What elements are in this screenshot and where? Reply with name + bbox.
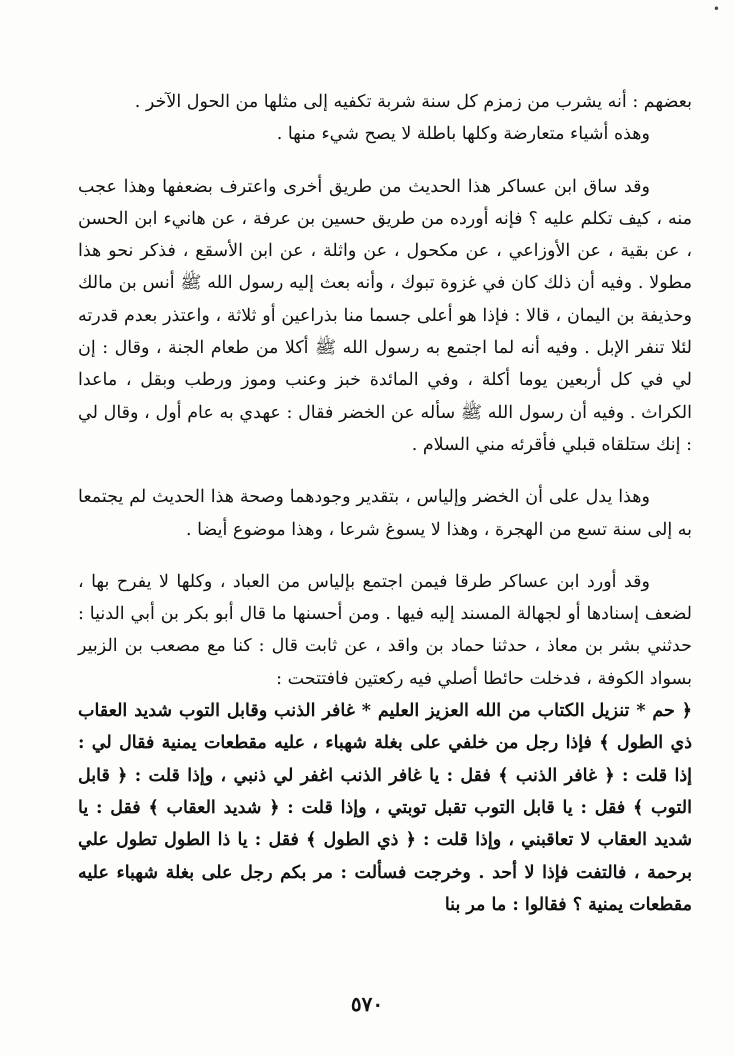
- paragraph-5: وقد أورد ابن عساكر طرقا فيمن اجتمع بإلياس من العباد ، وكلها لا يفرح بها ، لضعف إسنادها أو لجهالة المسند إليه فيها . ومن أحسنها ما قال أبو بكر بن أبي الدنيا : حدثني بشر بن معاذ ، حدثنا حماد بن واقد ، عن ثابت قال : كنا مع مصعب بن الزبير بسواد الكوفة ، فدخلت حائطا أصلي فيه ركعتين فافتتحت :: [78, 571, 692, 689]
- paragraph-1: بعضهم : أنه يشرب من زمزم كل سنة شربة تكفيه إلى مثلها من الحول الآخر .: [134, 92, 692, 112]
- page-body: [78, 86, 692, 921]
- paragraph-4: وهذا يدل على أن الخضر وإلياس ، بتقدير وجودهما وصحة هذا الحديث لم يجتمعا به إلى سنة تسع من الهجرة ، وهذا لا يسوغ شرعا ، وهذا موضوع أيضا .: [78, 487, 692, 540]
- paragraph-3: وقد ساق ابن عساكر هذا الحديث من طريق أخرى واعترف بضعفها وهذا عجب منه ، كيف تكلم عليه ؟ فإنه أورده من طريق حسين بن عرفة ، عن هانيء ابن الحسن ، عن بقية ، عن الأوزاعي ، عن مكحول ، عن واثلة ، عن ابن الأسقع ، فذكر نحو هذا مطولا . وفيه أن ذلك كان في غزوة تبوك ، وأنه بعث إليه رسول الله ﷺ أنس بن مالك وحذيفة بن اليمان ، قالا : فإذا هو أعلى جسما منا بذراعين أو ثلاثة ، واعتذر بعدم قدرته لئلا تنفر الإبل . وفيه أنه لما اجتمع به رسول الله ﷺ أكلا من طعام الجنة ، وقال : إن لي في كل أربعين يوما أكلة ، وفي المائدة خبز وعنب وموز ورطب وبقل ، ماعدا الكراث . وفيه أن رسول الله ﷺ سأله عن الخضر فقال : عهدي به عام أول ، وقال لي : إنك ستلقاه قبلي فأقرئه مني السلام .: [78, 176, 692, 455]
- paragraph-6: ﴿ حم * تنزيل الكتاب من الله العزيز العليم * غافر الذنب وقابل التوب شديد العقاب ذي الطول ﴾ فإذا رجل من خلفي على بغلة شهباء ، عليه مقطعات يمنية فقال لي : إذا قلت : ﴿ غافر الذنب ﴾ فقل : يا غافر الذنب اغفر لي ذنبي ، وإذا قلت : ﴿ قابل التوب ﴾ فقل : يا قابل التوب تقبل توبتي ، وإذا قلت : ﴿ شديد العقاب ﴾ فقل : يا شديد العقاب لا تعاقبني ، وإذا قلت : ﴿ ذي الطول ﴾ فقل : يا ذا الطول تطول علي برحمة ، فالتفت فإذا لا أحد . وخرجت فسألت : مر بكم رجل على بغلة شهباء عليه مقطعات يمنية ؟ فقالوا : ما مر بنا: [78, 701, 692, 915]
- paragraph-2: وهذه أشياء متعارضة وكلها باطلة لا يصح شيء منها .: [276, 124, 650, 145]
- corner-mark: •: [712, 2, 720, 16]
- page-number: ٥٧٠: [350, 992, 384, 1016]
